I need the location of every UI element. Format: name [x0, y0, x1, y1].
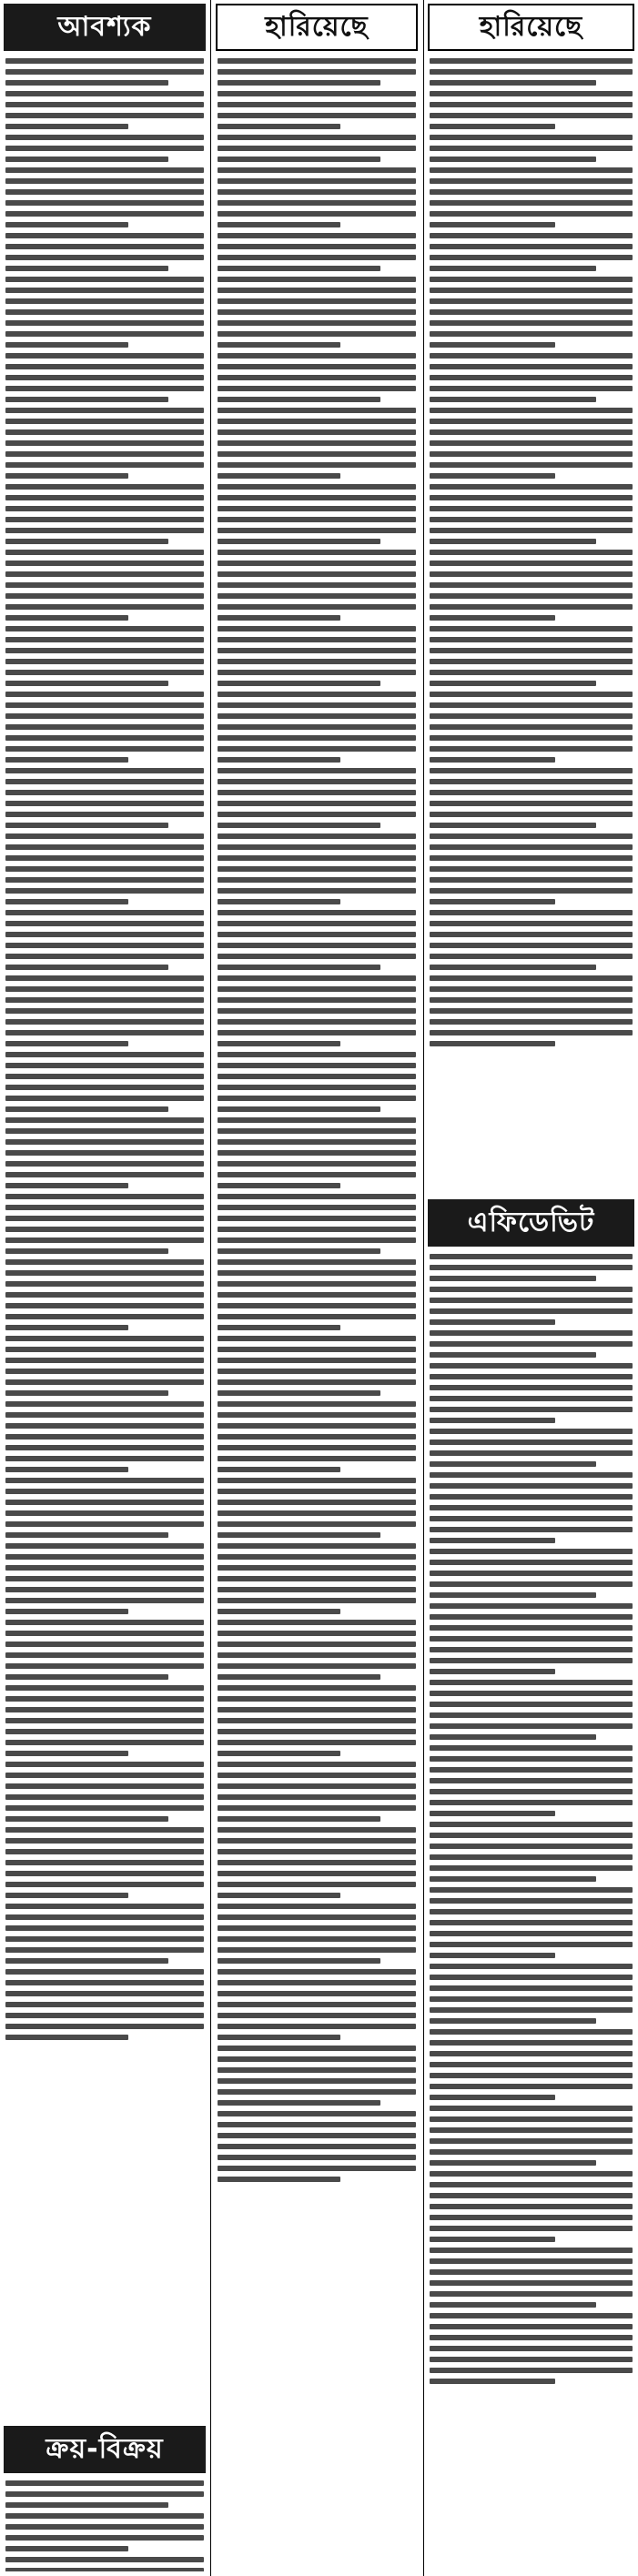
section-header-lost [428, 4, 634, 51]
classified-ads-lost [218, 58, 416, 2570]
column-1 [4, 0, 206, 2576]
section-header-affidavit [428, 1199, 634, 1247]
column-2 [216, 0, 418, 2576]
classified-ads-wanted [5, 58, 204, 2415]
section-header-wanted [4, 4, 206, 51]
classified-ads-lost [430, 58, 633, 1187]
section-title: ক্রয়-বিক্রয় [46, 2432, 164, 2465]
classified-ads-buy-sell [5, 2480, 204, 2571]
column-divider [423, 0, 424, 2576]
section-title: হারিয়েছে [265, 10, 369, 43]
classified-ads-affidavit [430, 1254, 633, 2570]
section-header-lost [216, 4, 418, 51]
section-title: আবশ্যক [57, 10, 152, 43]
column-3 [428, 0, 634, 2576]
column-divider [210, 0, 211, 2576]
section-title: এফিডেভিট [467, 1206, 595, 1238]
section-header-buy-sell [4, 2426, 206, 2473]
section-title: হারিয়েছে [479, 10, 583, 43]
